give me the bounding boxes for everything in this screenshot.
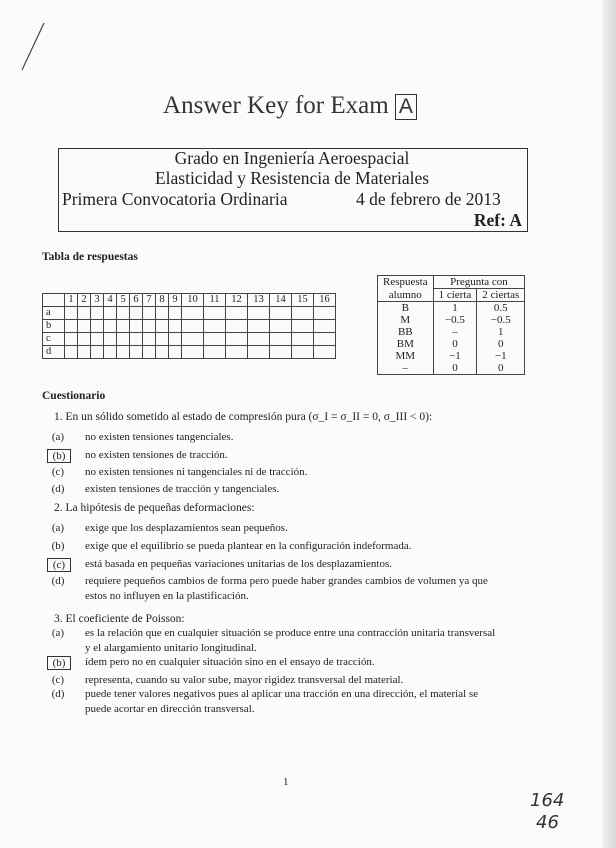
score-header: 1 cierta	[433, 289, 477, 302]
score-header: Respuesta	[378, 276, 434, 289]
score-cell: MM	[378, 350, 434, 362]
convocatoria: Primera Convocatoria Ordinaria	[62, 189, 288, 209]
option-text: representa, cuando su valor sube, mayor rigidez transversal del material.	[85, 674, 404, 686]
option-letter: (a)	[51, 431, 65, 443]
grid-row	[43, 307, 336, 320]
score-cell: −0.5	[490, 314, 511, 326]
grid-col-header: 4	[104, 294, 117, 307]
score-cell: 0.5	[493, 302, 508, 314]
option-text: está basada en pequeñas variaciones unitarias de los desplazamientos.	[85, 558, 392, 570]
grid-col-header: 2	[78, 294, 91, 307]
grid-cell[interactable]	[156, 333, 169, 346]
grid-cell[interactable]	[130, 307, 143, 320]
grid-cell[interactable]	[292, 320, 314, 333]
grid-cell[interactable]	[226, 333, 248, 346]
grid-cell[interactable]	[248, 320, 270, 333]
grid-cell[interactable]	[104, 333, 117, 346]
grid-cell[interactable]	[169, 346, 182, 359]
grid-cell[interactable]	[169, 307, 182, 320]
grid-cell[interactable]	[91, 307, 104, 320]
grid-col-header: 12	[226, 294, 248, 307]
grid-col-header: 8	[156, 294, 169, 307]
option-letter: (a)	[51, 627, 65, 639]
grid-col-header: 9	[169, 294, 182, 307]
score-cell: M	[378, 314, 434, 326]
score-cell: −1	[494, 350, 507, 362]
grid-cell[interactable]	[130, 320, 143, 333]
pen-slash-mark	[18, 20, 48, 75]
grid-cell[interactable]	[270, 346, 292, 359]
correct-answer-box: (b)	[47, 656, 71, 670]
grid-row	[43, 333, 336, 346]
score-cell: 1	[433, 302, 477, 315]
grid-cell[interactable]	[65, 333, 78, 346]
question-1: 1. En un sólido sometido al estado de compresión pura (σ_I = σ_II = 0, σ_III < 0):	[54, 411, 433, 423]
grid-cell[interactable]	[65, 307, 78, 320]
grid-col-header: 5	[117, 294, 130, 307]
grid-cell[interactable]	[117, 333, 130, 346]
grid-col-header: 14	[270, 294, 292, 307]
grid-cell[interactable]	[314, 333, 336, 346]
grid-row-label: b	[43, 320, 65, 333]
grid-cell[interactable]	[143, 307, 156, 320]
grid-cell[interactable]	[117, 320, 130, 333]
grid-col-header: 1	[65, 294, 78, 307]
score-header: Pregunta con	[450, 276, 508, 288]
score-cell: BM	[378, 338, 434, 350]
grid-cell[interactable]	[156, 346, 169, 359]
grid-col-header: 6	[130, 294, 143, 307]
grid-cell[interactable]	[130, 346, 143, 359]
grid-cell[interactable]	[204, 307, 226, 320]
grid-cell[interactable]	[182, 333, 204, 346]
handwritten-note: 164	[530, 790, 565, 811]
grid-col-header: 16	[314, 294, 336, 307]
option-letter: (c)	[51, 466, 65, 478]
grid-cell[interactable]	[314, 346, 336, 359]
score-row	[378, 314, 525, 326]
grid-cell[interactable]	[314, 320, 336, 333]
answers-table-title: Tabla de respuestas	[42, 251, 138, 263]
degree-name: Grado en Ingeniería Aeroespacial	[174, 148, 410, 168]
grid-col-header: 3	[91, 294, 104, 307]
grid-row-label: c	[43, 333, 65, 346]
score-header: 2 ciertas	[477, 289, 525, 302]
option-letter: (d)	[51, 575, 65, 587]
option-text-continued: y el alargamiento unitario longitudinal.	[85, 642, 257, 654]
grid-cell[interactable]	[314, 307, 336, 320]
score-row	[378, 338, 525, 350]
grid-cell[interactable]	[182, 346, 204, 359]
score-cell: –	[378, 362, 434, 375]
page-title: Answer Key for Exam A	[0, 92, 580, 120]
grid-cell[interactable]	[204, 320, 226, 333]
grid-cell[interactable]	[292, 333, 314, 346]
grid-cell[interactable]	[156, 307, 169, 320]
grid-cell[interactable]	[91, 320, 104, 333]
grid-cell[interactable]	[91, 333, 104, 346]
grid-cell[interactable]	[182, 320, 204, 333]
score-cell: 0	[433, 338, 477, 350]
option-letter: (a)	[51, 522, 65, 534]
grid-cell[interactable]	[143, 333, 156, 346]
score-row	[378, 350, 525, 362]
option-text: puede tener valores negativos pues al aplicar una tracción en una dirección, el material se	[85, 688, 479, 700]
option-letter: (b)	[51, 540, 65, 552]
score-cell: 0	[498, 338, 504, 350]
grid-cell[interactable]	[248, 346, 270, 359]
exam-date: 4 de febrero de 2013	[356, 189, 501, 209]
option-text-continued: estos no influyen en la plastificación.	[85, 590, 249, 602]
option-text: exige que los desplazamientos sean pequeños.	[85, 522, 288, 534]
option-text: exige que el equilibrio se pueda plantear en la configuración indeformada.	[85, 540, 412, 552]
grid-cell[interactable]	[270, 307, 292, 320]
option-text: no existen tensiones de tracción.	[85, 449, 228, 461]
grid-cell[interactable]	[78, 307, 91, 320]
answers-grid	[42, 293, 336, 359]
grid-cell[interactable]	[78, 320, 91, 333]
grid-cell[interactable]	[169, 333, 182, 346]
grid-col-header: 10	[182, 294, 204, 307]
question-3: 3. El coeficiente de Poisson:	[54, 613, 185, 625]
grid-cell[interactable]	[91, 346, 104, 359]
grid-cell[interactable]	[78, 333, 91, 346]
grid-cell[interactable]	[292, 346, 314, 359]
grid-cell[interactable]	[130, 333, 143, 346]
grid-row-label: a	[43, 307, 65, 320]
grid-cell[interactable]	[65, 320, 78, 333]
grid-cell[interactable]	[143, 320, 156, 333]
exam-ref: Ref: A	[473, 210, 522, 230]
option-letter: (c)	[51, 674, 65, 686]
grid-cell[interactable]	[270, 333, 292, 346]
option-letter: (d)	[51, 688, 65, 700]
grid-col-header: 11	[204, 294, 226, 307]
grid-col-header: 7	[143, 294, 156, 307]
section-title: Cuestionario	[42, 390, 106, 402]
grid-cell[interactable]	[292, 307, 314, 320]
grid-cell[interactable]	[204, 346, 226, 359]
score-row	[378, 326, 525, 338]
grid-cell[interactable]	[143, 346, 156, 359]
grid-col-header: 13	[248, 294, 270, 307]
grid-cell[interactable]	[65, 346, 78, 359]
score-header: alumno	[378, 289, 434, 302]
grid-cell[interactable]	[78, 346, 91, 359]
option-text: ídem pero no en cualquier situación sino en el ensayo de tracción.	[85, 656, 375, 668]
page-number: 1	[283, 776, 289, 788]
score-cell: 1	[498, 326, 504, 338]
score-cell: −1	[433, 350, 477, 362]
option-text: requiere pequeños cambios de forma pero puede haber grandes cambios de volumen ya que	[85, 575, 488, 587]
option-text: no existen tensiones ni tangenciales ni de tracción.	[85, 466, 308, 478]
score-row	[378, 302, 525, 315]
score-cell: −0.5	[433, 314, 477, 326]
question-2: 2. La hipótesis de pequeñas deformaciones:	[54, 502, 255, 514]
grid-cell[interactable]	[226, 307, 248, 320]
option-text: no existen tensiones tangenciales.	[85, 431, 234, 443]
grid-cell[interactable]	[117, 307, 130, 320]
score-cell: BB	[378, 326, 434, 338]
grid-cell[interactable]	[204, 333, 226, 346]
course-name: Elasticidad y Resistencia de Materiales	[154, 168, 430, 188]
grid-cell[interactable]	[169, 320, 182, 333]
score-row	[378, 362, 525, 375]
grid-cell[interactable]	[104, 346, 117, 359]
correct-answer-box: (c)	[47, 558, 71, 572]
grid-cell[interactable]	[226, 346, 248, 359]
score-cell: B	[378, 302, 434, 315]
grid-row	[43, 320, 336, 333]
grid-cell[interactable]	[156, 320, 169, 333]
grid-corner	[43, 294, 65, 307]
score-cell: 0	[433, 362, 477, 375]
scan-edge-shadow	[602, 0, 616, 848]
grid-row	[43, 346, 336, 359]
exam-letter-box: A	[395, 94, 417, 120]
score-table	[377, 275, 525, 375]
grid-cell[interactable]	[248, 333, 270, 346]
grid-cell[interactable]	[182, 307, 204, 320]
option-letter: (d)	[51, 483, 65, 495]
correct-answer-box: (b)	[47, 449, 71, 463]
grid-cell[interactable]	[226, 320, 248, 333]
grid-col-header: 15	[292, 294, 314, 307]
grid-cell[interactable]	[270, 320, 292, 333]
option-text-continued: puede acortar en dirección transversal.	[85, 703, 255, 715]
option-text: es la relación que en cualquier situación se produce entre una contracción unitaria transversal	[85, 627, 496, 639]
score-cell: 0	[498, 362, 504, 374]
grid-cell[interactable]	[104, 307, 117, 320]
grid-row-label: d	[43, 346, 65, 359]
handwritten-note: 46	[536, 812, 559, 833]
grid-cell[interactable]	[117, 346, 130, 359]
grid-cell[interactable]	[248, 307, 270, 320]
grid-cell[interactable]	[104, 320, 117, 333]
score-cell: –	[433, 326, 477, 338]
option-text: existen tensiones de tracción y tangenciales.	[85, 483, 280, 495]
